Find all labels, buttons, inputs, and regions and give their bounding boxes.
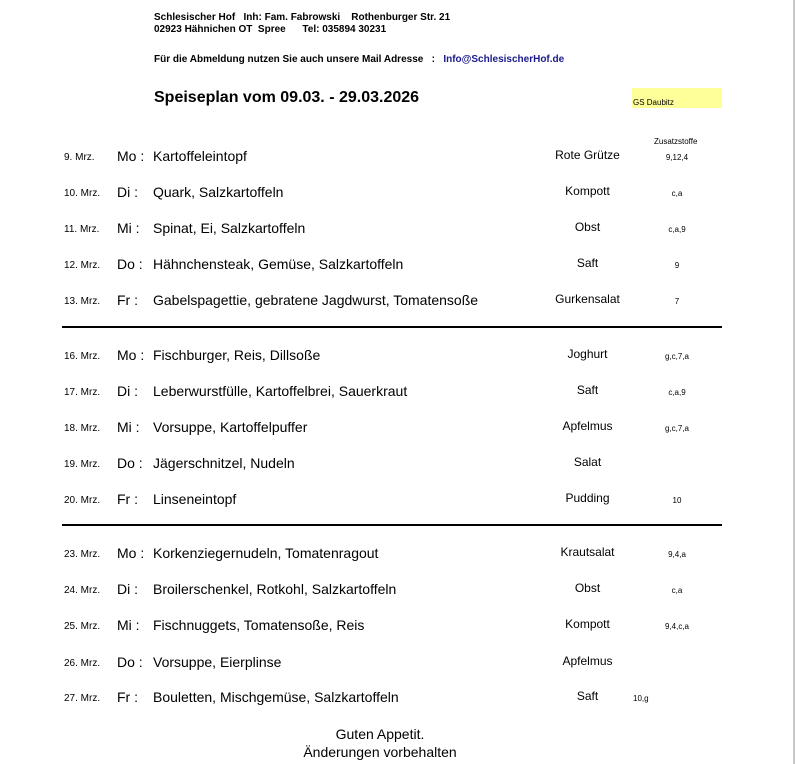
menu-side: Obst (574, 220, 601, 234)
menu-additives: c,a (671, 586, 683, 595)
menu-row (0, 292, 795, 312)
menu-additives: g,c,7,a (664, 424, 689, 433)
menu-meal: Linseneintopf (153, 491, 237, 507)
menu-side: Apfelmus (562, 654, 613, 668)
menu-side: Obst (574, 581, 601, 595)
mail-prompt: Für die Abmeldung nutzen Sie auch unsere Mail Adresse : (154, 54, 444, 65)
menu-row (0, 256, 795, 276)
menu-weekday: Fr : (117, 491, 138, 507)
menu-date: 12. Mrz. (64, 260, 101, 271)
address-line: 02923 Hähnichen OT Spree Tel: 035894 30231 (154, 24, 387, 35)
mail-address-link[interactable]: Info@SchlesischerHof.de (443, 54, 565, 65)
menu-weekday: Di : (117, 184, 138, 200)
menu-meal: Bouletten, Mischgemüse, Salzkartoffeln (153, 689, 399, 705)
mail-notice (154, 54, 564, 65)
menu-weekday: Mi : (117, 419, 140, 435)
menu-date: 19. Mrz. (64, 459, 101, 470)
menu-row (0, 419, 795, 439)
menu-date: 16. Mrz. (64, 351, 101, 362)
menu-additives: 9,4,c,a (664, 622, 689, 631)
menu-weekday: Mo : (117, 347, 145, 363)
company-info-line: Schlesischer Hof Inh: Fam. Fabrowski Rothenburger Str. 21 (154, 12, 451, 23)
menu-row (0, 347, 795, 367)
menu-additives: 9,4,a (668, 550, 686, 559)
menu-date: 25. Mrz. (64, 621, 101, 632)
menu-meal: Hähnchensteak, Gemüse, Salzkartoffeln (153, 256, 404, 272)
menu-additives: 10 (672, 496, 682, 505)
menu-weekday: Fr : (117, 292, 138, 308)
menu-weekday: Do : (117, 256, 143, 272)
menu-meal: Kartoffeleintopf (153, 148, 247, 164)
menu-additives: 10,g (633, 694, 649, 703)
menu-weekday: Do : (117, 654, 143, 670)
menu-additives: c,a,9 (668, 388, 686, 397)
menu-additives: g,c,7,a (664, 352, 689, 361)
menu-weekday: Mo : (117, 545, 145, 561)
menu-meal: Gabelspagettie, gebratene Jagdwurst, Tomatensoße (153, 292, 479, 308)
menu-row (0, 654, 795, 674)
menu-meal: Vorsuppe, Eierplinse (153, 654, 282, 670)
menu-side: Apfelmus (562, 419, 613, 433)
menu-meal: Vorsuppe, Kartoffelpuffer (153, 419, 308, 435)
menu-side: Kompott (565, 617, 610, 631)
menu-meal: Spinat, Ei, Salzkartoffeln (153, 220, 306, 236)
menu-additives: 9 (674, 261, 680, 270)
location-badge: GS Daubitz (632, 88, 722, 108)
menu-weekday: Mi : (117, 220, 140, 236)
menu-date: 11. Mrz. (64, 224, 100, 235)
page-title: Speiseplan vom 09.03. - 29.03.2026 (154, 89, 420, 106)
menu-row (0, 184, 795, 204)
menu-row (0, 491, 795, 511)
menu-row (0, 617, 795, 637)
menu-side: Saft (576, 256, 599, 270)
menu-row (0, 581, 795, 601)
menu-date: 23. Mrz. (64, 549, 101, 560)
menu-meal: Fischburger, Reis, Dillsoße (153, 347, 321, 363)
menu-row (0, 455, 795, 475)
menu-side: Gurkensalat (555, 292, 620, 306)
menu-date: 18. Mrz. (64, 423, 101, 434)
menu-meal: Broilerschenkel, Rotkohl, Salzkartoffeln (153, 581, 397, 597)
menu-date: 10. Mrz. (64, 188, 101, 199)
menu-date: 9. Mrz. (64, 152, 95, 163)
menu-side: Rote Grütze (555, 148, 620, 162)
menu-date: 24. Mrz. (64, 585, 101, 596)
menu-additives: c,a (671, 189, 683, 198)
menu-additives: 9,12,4 (665, 153, 689, 162)
menu-meal: Jägerschnitzel, Nudeln (153, 455, 295, 471)
menu-side: Saft (576, 689, 599, 703)
week-divider (62, 524, 722, 526)
menu-side: Salat (573, 455, 602, 469)
menu-side: Pudding (565, 491, 610, 505)
menu-row (0, 220, 795, 240)
menu-row (0, 545, 795, 565)
menu-additives: 7 (674, 297, 680, 306)
menu-weekday: Do : (117, 455, 143, 471)
menu-row (0, 383, 795, 403)
menu-weekday: Mi : (117, 617, 140, 633)
menu-side: Saft (576, 383, 599, 397)
menu-weekday: Mo : (117, 148, 145, 164)
menu-date: 26. Mrz. (64, 658, 101, 669)
footer-greeting: Guten Appetit. (335, 726, 425, 742)
week-divider (62, 326, 722, 328)
menu-date: 20. Mrz. (64, 495, 101, 506)
menu-meal: Korkenziegernudeln, Tomatenragout (153, 545, 379, 561)
menu-weekday: Di : (117, 581, 138, 597)
menu-row (0, 148, 795, 168)
menu-weekday: Fr : (117, 689, 138, 705)
menu-row (0, 689, 795, 709)
menu-side: Krautsalat (560, 545, 615, 559)
menu-side: Joghurt (567, 347, 608, 361)
additives-column-header: Zusatzstoffe (654, 137, 698, 146)
menu-meal: Quark, Salzkartoffeln (153, 184, 284, 200)
menu-side: Kompott (565, 184, 610, 198)
menu-additives: c,a,9 (668, 225, 686, 234)
menu-date: 13. Mrz. (64, 296, 101, 307)
menu-weekday: Di : (117, 383, 138, 399)
menu-meal: Leberwurstfülle, Kartoffelbrei, Sauerkraut (153, 383, 408, 399)
menu-date: 17. Mrz. (64, 387, 101, 398)
footer-disclaimer: Änderungen vorbehalten (303, 744, 457, 760)
menu-meal: Fischnuggets, Tomatensoße, Reis (153, 617, 365, 633)
menu-date: 27. Mrz. (64, 693, 101, 704)
